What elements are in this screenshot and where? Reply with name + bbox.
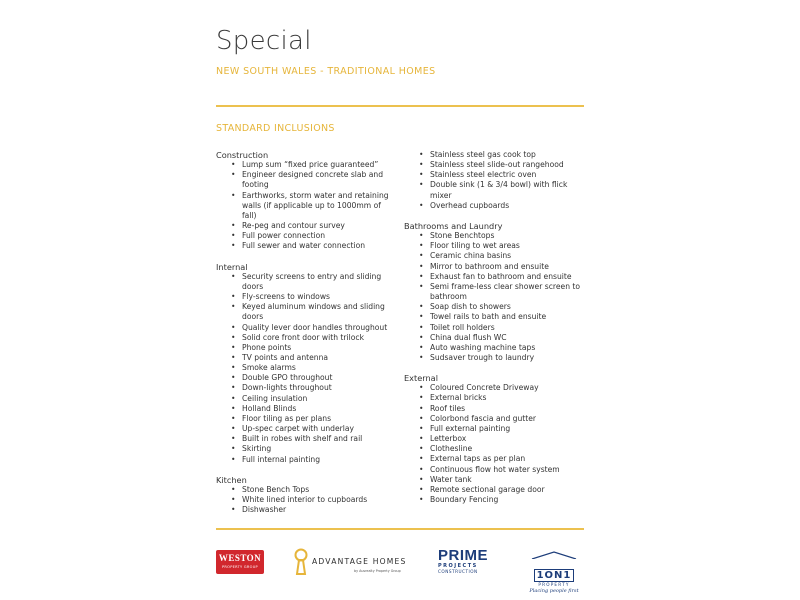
inclusion-item: • Remote sectional garage door xyxy=(404,485,584,495)
inclusion-item: • Colorbond fascia and gutter xyxy=(404,414,584,424)
inclusion-item: • Letterbox xyxy=(404,434,584,444)
category-title: Bathrooms and Laundry xyxy=(404,220,503,231)
advantage-logo-tag: by Ausrealty Property Group xyxy=(354,569,401,573)
keyhole-icon xyxy=(294,548,308,576)
inclusion-item: • Coloured Concrete Driveway xyxy=(404,383,584,393)
inclusion-item: • Phone points xyxy=(216,343,396,353)
inclusion-item: • External bricks xyxy=(404,393,584,403)
right-column xyxy=(404,150,584,505)
inclusion-item: • Fly-screens to windows xyxy=(216,292,396,302)
inclusion-list xyxy=(404,231,584,363)
partner-logos xyxy=(216,540,584,594)
inclusion-item: • Auto washing machine taps xyxy=(404,343,584,353)
advantage-homes-logo xyxy=(294,548,409,580)
prime-logo-name: PRIME xyxy=(438,547,489,564)
inclusion-item: • Built in robes with shelf and rail xyxy=(216,434,396,444)
inclusion-item: • Water tank xyxy=(404,475,584,485)
inclusion-item: • Full internal painting xyxy=(216,455,396,465)
oneon-logo-line1: PROPERTY xyxy=(538,582,570,587)
inclusion-item: • Floor tiling to wet areas xyxy=(404,241,584,251)
inclusion-item: • Solid core front door with trilock xyxy=(216,333,396,343)
bottom-divider xyxy=(216,528,584,530)
inclusion-item: • Holland Blinds xyxy=(216,404,396,414)
inclusion-item: • White lined interior to cupboards xyxy=(216,495,396,505)
prime-logo-line1: PROJECTS xyxy=(438,563,478,569)
inclusion-list xyxy=(404,150,584,211)
inclusion-item: • Double sink (1 & 3/4 bowl) with flick mixer xyxy=(404,180,584,200)
inclusion-item: • Roof tiles xyxy=(404,404,584,414)
inclusion-item: • Ceramic china basins xyxy=(404,251,584,261)
inclusion-item: • Full external painting xyxy=(404,424,584,434)
category-title: External xyxy=(404,373,438,384)
inclusion-item: • Up-spec carpet with underlay xyxy=(216,424,396,434)
inclusion-list xyxy=(216,272,396,465)
inclusion-item: • Exhaust fan to bathroom and ensuite xyxy=(404,272,584,282)
inclusion-item: • Smoke alarms xyxy=(216,363,396,373)
inclusion-item: • China dual flush WC xyxy=(404,333,584,343)
inclusion-list xyxy=(216,160,396,251)
prime-logo-line2: CONSTRUCTION xyxy=(438,569,478,574)
inclusion-item: • Sudsaver trough to laundry xyxy=(404,353,584,363)
section-heading: STANDARD INCLUSIONS xyxy=(216,123,335,134)
oneon-logo-tag: Placing people first xyxy=(529,588,579,594)
inclusion-item: • Full sewer and water connection xyxy=(216,241,396,251)
inclusion-item: • External taps as per plan xyxy=(404,454,584,464)
inclusion-item: • TV points and antenna xyxy=(216,353,396,363)
inclusion-item: • Soap dish to showers xyxy=(404,302,584,312)
top-divider xyxy=(216,105,584,107)
inclusion-item: • Security screens to entry and sliding doors xyxy=(216,272,396,292)
inclusion-item: • Keyed aluminum windows and sliding doors xyxy=(216,302,396,322)
inclusion-item: • Boundary Fencing xyxy=(404,495,584,505)
inclusion-item: • Stainless steel gas cook top xyxy=(404,150,584,160)
page-subtitle: NEW SOUTH WALES - TRADITIONAL HOMES xyxy=(216,66,436,77)
weston-logo-name: WESTON xyxy=(218,553,262,563)
inclusion-item: • Stone Bench Tops xyxy=(216,485,396,495)
inclusion-item: • Earthworks, storm water and retaining walls (if applicable up to 1000mm of fall) xyxy=(216,191,396,221)
inclusion-item: • Toilet roll holders xyxy=(404,323,584,333)
inclusion-item: • Engineer designed concrete slab and footing xyxy=(216,170,396,190)
inclusion-item: • Ceiling insulation xyxy=(216,394,396,404)
oneon-logo-name: 1ON1 xyxy=(534,569,575,582)
category-title: Construction xyxy=(216,150,269,160)
inclusion-item: • Full power connection xyxy=(216,231,396,241)
advantage-logo-name: ADVANTAGE HOMES xyxy=(312,557,407,566)
inclusion-item: • Stone Benchtops xyxy=(404,231,584,241)
inclusion-list xyxy=(216,485,396,515)
roof-icon xyxy=(528,551,580,559)
inclusion-item: • Down-lights throughout xyxy=(216,383,396,393)
left-column xyxy=(216,150,396,515)
inclusion-item: • Stainless steel electric oven xyxy=(404,170,584,180)
inclusion-item: • Re-peg and contour survey xyxy=(216,221,396,231)
inclusion-item: • Overhead cupboards xyxy=(404,201,584,211)
inclusion-item: • Mirror to bathroom and ensuite xyxy=(404,262,584,272)
weston-logo-tag: PROPERTY GROUP xyxy=(222,565,258,569)
one-on-one-property-logo xyxy=(528,544,580,594)
weston-logo xyxy=(216,550,264,574)
inclusion-item: • Floor tiling as per plans xyxy=(216,414,396,424)
inclusion-item: • Continuous flow hot water system xyxy=(404,465,584,475)
category-title: Kitchen xyxy=(216,474,247,485)
prime-projects-logo xyxy=(438,548,494,584)
inclusion-item: • Dishwasher xyxy=(216,505,396,515)
page-title: Special xyxy=(216,26,312,56)
inclusion-item: • Quality lever door handles throughout xyxy=(216,323,396,333)
inclusion-item: • Double GPO throughout xyxy=(216,373,396,383)
inclusion-item: • Clothesline xyxy=(404,444,584,454)
inclusion-item: • Stainless steel slide-out rangehood xyxy=(404,160,584,170)
category-title: Internal xyxy=(216,261,248,272)
inclusion-item: • Lump sum “fixed price guaranteed” xyxy=(216,160,396,170)
inclusion-item: • Towel rails to bath and ensuite xyxy=(404,312,584,322)
inclusion-item: • Skirting xyxy=(216,444,396,454)
inclusion-item: • Semi frame-less clear shower screen to bathroom xyxy=(404,282,584,302)
inclusion-list xyxy=(404,383,584,505)
